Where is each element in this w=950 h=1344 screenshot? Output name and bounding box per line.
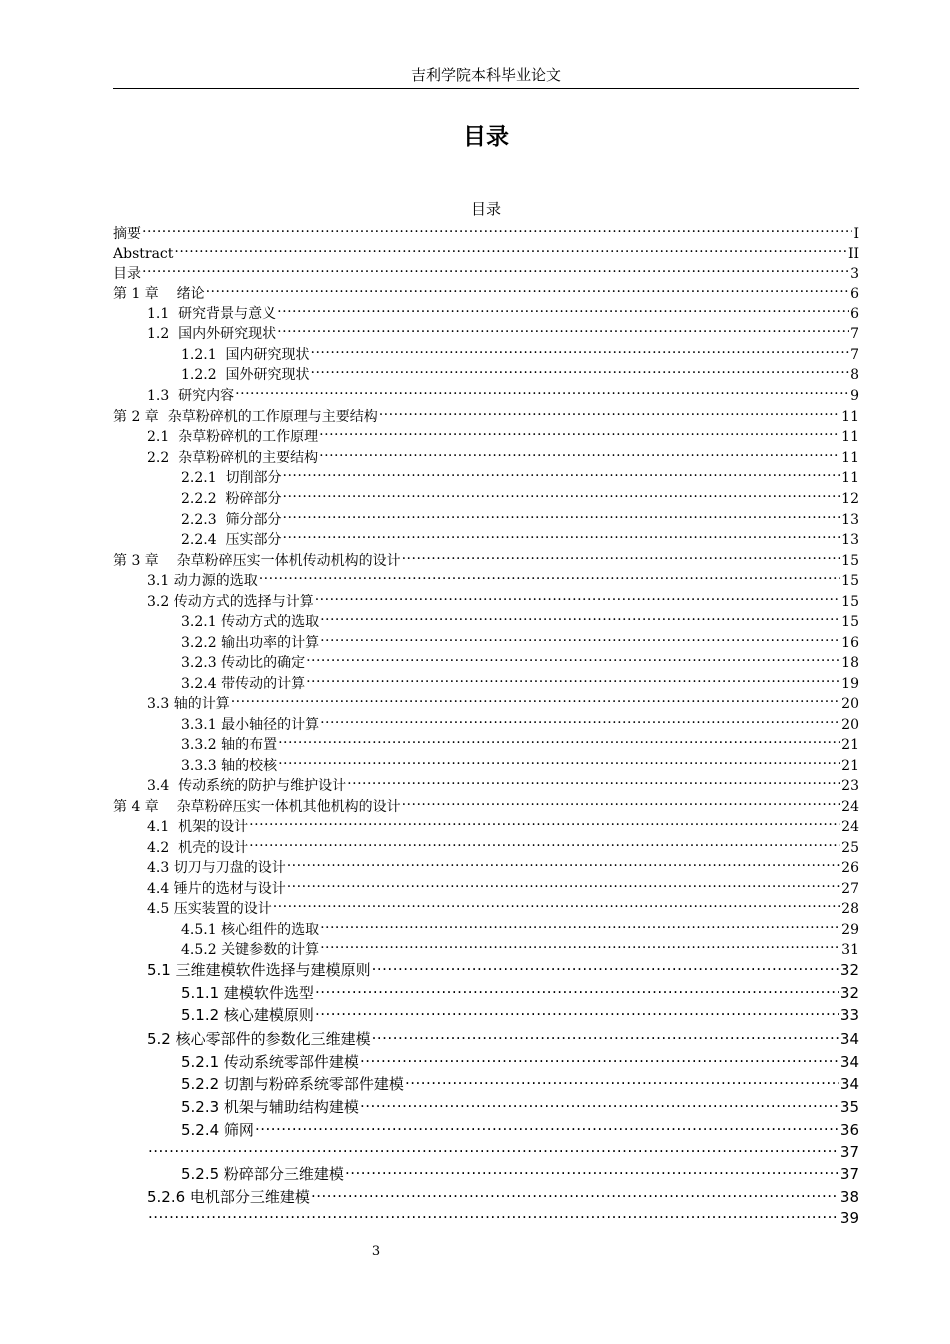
toc-entry-page: 34 <box>839 1053 859 1071</box>
toc-entry-label: 5.2.1 传动系统零部件建模 <box>181 1053 359 1071</box>
toc-entry-label: 3.4 传动系统的防护与维护设计 <box>147 778 347 794</box>
toc-entry-page: 15 <box>841 573 859 589</box>
toc-entry-page: 9 <box>850 388 859 404</box>
toc-entry[interactable] <box>147 421 859 445</box>
toc-entry-label: 2.2.2 粉碎部分 <box>181 491 282 507</box>
toc-entry-label: 第 2 章 杂草粉碎机的工作原理与主要结构 <box>113 409 378 425</box>
header-divider <box>113 88 859 89</box>
toc-entry-label: 第 4 章 杂草粉碎压实一体机其他机构的设计 <box>113 799 401 815</box>
toc-entry-label: 4.5.2 关键参数的计算 <box>181 942 320 958</box>
toc-entry-page: 26 <box>841 860 859 876</box>
toc-entry-page: 19 <box>841 676 859 692</box>
page-number: 3 <box>371 1244 381 1259</box>
toc-leader-dots <box>273 893 840 913</box>
toc-leader-dots <box>259 565 840 585</box>
toc-entry[interactable] <box>181 339 859 363</box>
toc-leader-dots <box>206 278 849 298</box>
toc-leader-dots <box>405 1069 839 1089</box>
toc-caption: 目录 <box>470 200 501 218</box>
toc-leader-dots <box>277 318 849 338</box>
toc-entry-page: 15 <box>841 614 859 630</box>
toc-entry-page: 13 <box>841 512 859 528</box>
toc-entry[interactable] <box>181 914 859 938</box>
toc-leader-dots <box>345 1159 839 1179</box>
toc-leader-dots <box>402 545 841 565</box>
toc-entry-page: 20 <box>841 717 859 733</box>
toc-entry-page: 6 <box>850 306 859 322</box>
toc-leader-dots <box>287 873 840 893</box>
toc-entry-label: 3.1 动力源的选取 <box>147 573 258 589</box>
toc-entry[interactable] <box>147 893 859 917</box>
toc-entry[interactable] <box>181 359 859 383</box>
toc-entry-label: 4.5 压实装置的设计 <box>147 901 272 917</box>
toc-entry-page: 36 <box>839 1121 859 1139</box>
toc-leader-dots <box>278 729 840 749</box>
toc-leader-dots <box>319 421 840 441</box>
toc-leader-dots <box>347 770 840 790</box>
toc-entry-label: 3.3.1 最小轴径的计算 <box>181 717 320 733</box>
toc-entry-page: 39 <box>839 1209 859 1227</box>
toc-leader-dots <box>306 668 840 688</box>
toc-leader-dots <box>320 934 840 954</box>
toc-leader-dots <box>231 688 840 708</box>
toc-entry-page: 38 <box>839 1188 859 1206</box>
page-title: 目录 <box>463 124 509 150</box>
toc-entry[interactable] <box>113 218 859 242</box>
toc-entry-page: 28 <box>841 901 859 917</box>
toc-leader-dots <box>372 1024 839 1044</box>
toc-entry-label: 2.2 杂草粉碎机的主要结构 <box>147 450 319 466</box>
toc-entry-page: 24 <box>841 819 859 835</box>
toc-entry-page: 20 <box>841 696 859 712</box>
toc-entry-page: 8 <box>850 367 859 383</box>
toc-leader-dots <box>142 258 849 278</box>
toc-entry-page: 11 <box>841 409 859 425</box>
toc-entry[interactable] <box>181 1000 859 1024</box>
toc-entry[interactable] <box>147 1024 859 1048</box>
toc-entry[interactable] <box>147 442 859 466</box>
toc-entry-label: 1.1 研究背景与意义 <box>147 306 277 322</box>
toc-entry-label: 2.1 杂草粉碎机的工作原理 <box>147 429 319 445</box>
toc-entry-label: 2.2.3 筛分部分 <box>181 512 282 528</box>
toc-entry-label: 3.2.1 传动方式的选取 <box>181 614 320 630</box>
toc-entry[interactable] <box>181 668 859 692</box>
toc-entry[interactable] <box>113 401 859 425</box>
toc-leader-dots <box>360 1047 839 1067</box>
toc-entry-label: 1.2.1 国内研究现状 <box>181 347 310 363</box>
toc-entry[interactable] <box>181 1047 859 1071</box>
toc-entry[interactable] <box>113 278 859 302</box>
toc-entry-label: 目录 <box>113 266 141 282</box>
toc-entry[interactable] <box>147 565 859 589</box>
toc-entry[interactable] <box>181 750 859 774</box>
toc-entry-label: 5.2.4 筛网 <box>181 1121 254 1139</box>
toc-entry-page: 32 <box>839 961 859 979</box>
toc-entry-page: 18 <box>841 655 859 671</box>
toc-leader-dots <box>148 1203 839 1223</box>
toc-leader-dots <box>148 1137 839 1157</box>
page-header: 吉利学院本科毕业论文 <box>410 66 561 84</box>
toc-entry-page: 15 <box>841 594 859 610</box>
toc-leader-dots <box>319 442 840 462</box>
toc-entry[interactable] <box>147 380 859 404</box>
toc-entry-label: 1.2 国内外研究现状 <box>147 326 277 342</box>
toc-entry-page: 35 <box>839 1098 859 1116</box>
toc-entry-page: II <box>847 246 859 262</box>
toc-entry-label: 1.3 研究内容 <box>147 388 235 404</box>
toc-entry-label: 5.2.5 粉碎部分三维建模 <box>181 1165 344 1183</box>
toc-entry-label: 5.2 核心零部件的参数化三维建模 <box>147 1030 371 1048</box>
toc-entry-page: 21 <box>841 758 859 774</box>
toc-entry[interactable] <box>181 627 859 651</box>
toc-entry[interactable] <box>113 545 859 569</box>
toc-entry-page: 23 <box>841 778 859 794</box>
toc-leader-dots <box>278 750 840 770</box>
toc-entry[interactable] <box>147 1203 859 1227</box>
toc-entry-page: 13 <box>841 532 859 548</box>
toc-entry-page: I <box>853 226 859 242</box>
toc-entry-page: 6 <box>850 286 859 302</box>
toc-entry-label: 1.2.2 国外研究现状 <box>181 367 310 383</box>
toc-leader-dots <box>235 380 849 400</box>
toc-entry[interactable] <box>147 586 859 610</box>
toc-entry-page: 37 <box>839 1165 859 1183</box>
toc-entry-page: 15 <box>841 553 859 569</box>
toc-leader-dots <box>315 978 839 998</box>
toc-leader-dots <box>142 218 852 238</box>
toc-entry-page: 7 <box>850 347 859 363</box>
toc-leader-dots <box>306 647 840 667</box>
toc-entry[interactable] <box>181 606 859 630</box>
toc-leader-dots <box>287 852 840 872</box>
toc-entry-label: 4.3 切刀与刀盘的设计 <box>147 860 286 876</box>
toc-leader-dots <box>249 832 840 852</box>
toc-entry-label: Abstract <box>113 246 174 262</box>
toc-entry-label: 4.1 机架的设计 <box>147 819 249 835</box>
toc-entry-label: 3.3 轴的计算 <box>147 696 230 712</box>
toc-entry-label: 4.5.1 核心组件的选取 <box>181 922 320 938</box>
toc-leader-dots <box>311 1182 839 1202</box>
toc-entry-page: 11 <box>841 429 859 445</box>
toc-entry-page: 3 <box>850 266 859 282</box>
toc-entry-label: 3.3.3 轴的校核 <box>181 758 278 774</box>
toc-leader-dots <box>320 627 840 647</box>
toc-leader-dots <box>320 606 840 626</box>
toc-entry[interactable] <box>113 791 859 815</box>
toc-entry[interactable] <box>181 709 859 733</box>
toc-entry[interactable] <box>147 770 859 794</box>
toc-entry-page: 11 <box>841 470 859 486</box>
toc-leader-dots <box>283 462 841 482</box>
toc-entry[interactable] <box>147 318 859 342</box>
toc-entry-page: 16 <box>841 635 859 651</box>
toc-leader-dots <box>283 524 841 544</box>
toc-leader-dots <box>315 586 840 606</box>
toc-entry[interactable] <box>113 238 859 262</box>
toc-entry[interactable] <box>181 524 859 548</box>
toc-leader-dots <box>315 1000 839 1020</box>
toc-leader-dots <box>174 238 847 258</box>
toc-entry-label: 5.1.1 建模软件选型 <box>181 984 314 1002</box>
toc-entry[interactable] <box>181 1159 859 1183</box>
toc-entry-label: 4.4 锤片的选材与设计 <box>147 881 286 897</box>
toc-entry-label: 5.1.2 核心建模原则 <box>181 1006 314 1024</box>
toc-entry-label: 3.3.2 轴的布置 <box>181 737 278 753</box>
toc-entry[interactable] <box>181 483 859 507</box>
toc-entry[interactable] <box>113 258 859 282</box>
toc-entry-label: 2.2.4 压实部分 <box>181 532 282 548</box>
toc-entry[interactable] <box>181 934 859 958</box>
toc-entry-label: 2.2.1 切削部分 <box>181 470 282 486</box>
toc-leader-dots <box>277 298 849 318</box>
toc-entry-label: 5.2.3 机架与辅助结构建模 <box>181 1098 359 1116</box>
toc-entry[interactable] <box>181 647 859 671</box>
toc-entry-label: 3.2.2 输出功率的计算 <box>181 635 320 651</box>
toc-entry[interactable] <box>147 955 859 979</box>
toc-entry[interactable] <box>181 1115 859 1139</box>
toc-entry[interactable] <box>147 298 859 322</box>
toc-entry-label: 5.2.2 切割与粉碎系统零部件建模 <box>181 1075 404 1093</box>
toc-leader-dots <box>311 339 850 359</box>
toc-entry-label: 第 1 章 绪论 <box>113 286 205 302</box>
toc-entry-page: 33 <box>839 1006 859 1024</box>
toc-entry[interactable] <box>147 1137 859 1161</box>
toc-entry[interactable] <box>147 1182 859 1206</box>
toc-entry-page: 31 <box>841 942 859 958</box>
toc-leader-dots <box>320 914 840 934</box>
toc-entry-label: 4.2 机壳的设计 <box>147 840 249 856</box>
toc-leader-dots <box>255 1115 839 1135</box>
toc-leader-dots <box>402 791 841 811</box>
toc-entry-label: 摘要 <box>113 226 141 242</box>
toc-entry[interactable] <box>181 1092 859 1116</box>
toc-entry-page: 34 <box>839 1030 859 1048</box>
toc-leader-dots <box>249 811 840 831</box>
toc-entry-label: 5.1 三维建模软件选择与建模原则 <box>147 961 371 979</box>
toc-entry-label: 5.2.6 电机部分三维建模 <box>147 1188 310 1206</box>
toc-leader-dots <box>372 955 839 975</box>
toc-leader-dots <box>379 401 840 421</box>
toc-entry-page: 12 <box>841 491 859 507</box>
toc-entry-page: 37 <box>839 1143 859 1161</box>
toc-leader-dots <box>360 1092 839 1112</box>
toc-entry[interactable] <box>147 832 859 856</box>
toc-leader-dots <box>283 504 841 524</box>
toc-entry[interactable] <box>147 688 859 712</box>
toc-entry-label: 3.2.3 传动比的确定 <box>181 655 306 671</box>
toc-entry[interactable] <box>181 462 859 486</box>
toc-entry[interactable] <box>181 504 859 528</box>
toc-entry[interactable] <box>147 873 859 897</box>
toc-leader-dots <box>311 359 850 379</box>
toc-entry[interactable] <box>181 1069 859 1093</box>
toc-entry[interactable] <box>147 852 859 876</box>
toc-entry-page: 24 <box>841 799 859 815</box>
toc-entry-label: 3.2 传动方式的选择与计算 <box>147 594 314 610</box>
toc-entry-page: 32 <box>839 984 859 1002</box>
toc-entry-label: 3.2.4 带传动的计算 <box>181 676 306 692</box>
toc-entry[interactable] <box>147 811 859 835</box>
toc-entry-page: 21 <box>841 737 859 753</box>
toc-entry-page: 34 <box>839 1075 859 1093</box>
toc-entry-page: 27 <box>841 881 859 897</box>
toc-entry-page: 11 <box>841 450 859 466</box>
toc-entry[interactable] <box>181 978 859 1002</box>
toc-entry-page: 7 <box>850 326 859 342</box>
toc-entry-page: 29 <box>841 922 859 938</box>
toc-entry-page: 25 <box>841 840 859 856</box>
toc-leader-dots <box>283 483 841 503</box>
toc-leader-dots <box>320 709 840 729</box>
toc-entry-label: 第 3 章 杂草粉碎压实一体机传动机构的设计 <box>113 553 401 569</box>
toc-entry[interactable] <box>181 729 859 753</box>
